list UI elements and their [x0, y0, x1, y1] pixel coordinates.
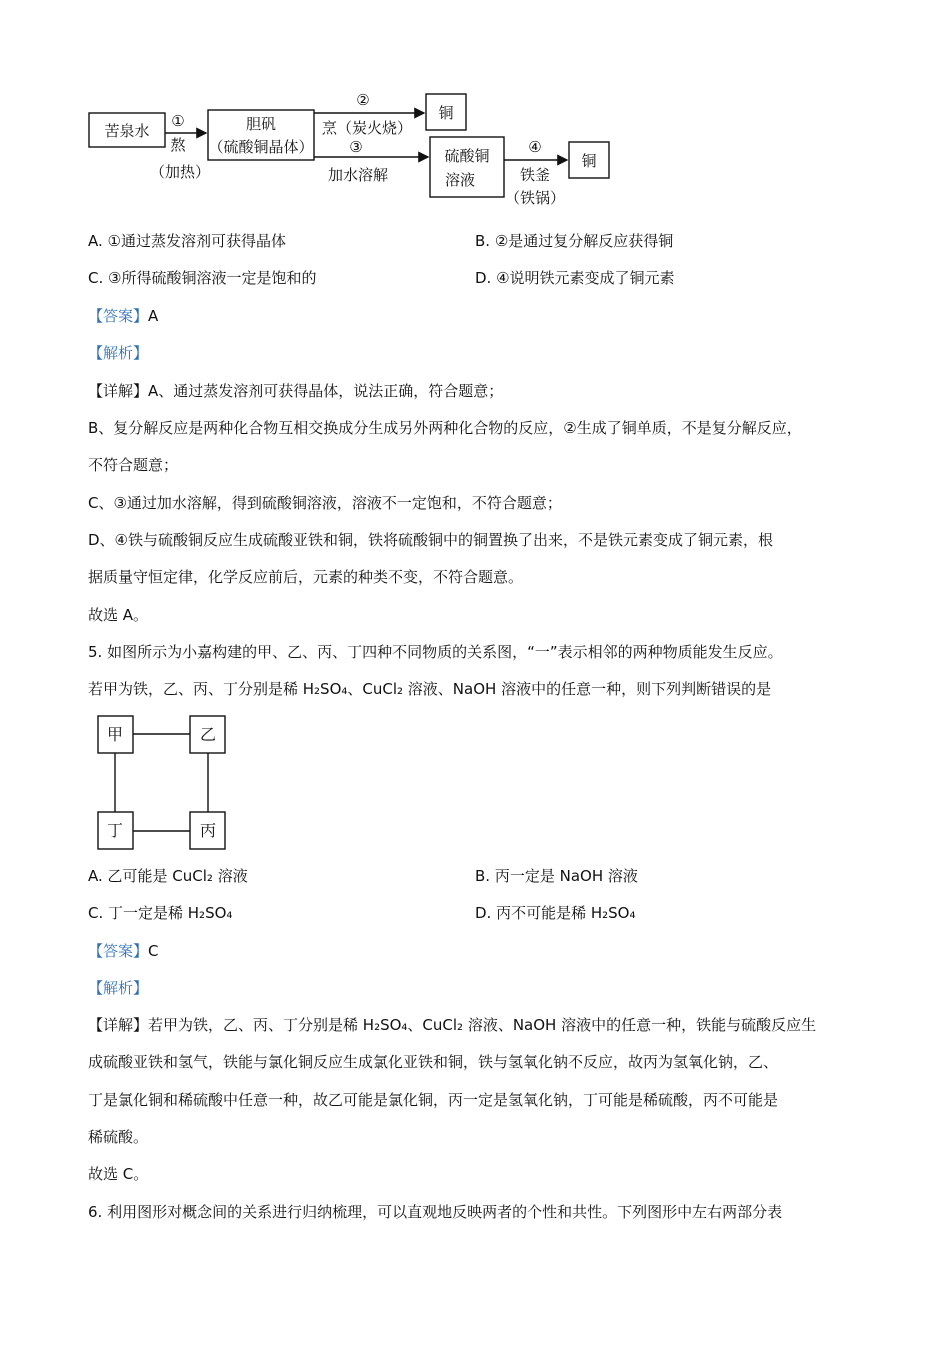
q5-explanation-4: 稀硫酸。 — [88, 1128, 149, 1146]
q5-analysis-tag: 【解析】 — [88, 979, 149, 997]
step1-label: 熬 — [170, 136, 186, 154]
q4-explanation-5: D、④铁与硫酸铜反应生成硫酸亚铁和铜，铁将硫酸铜中的铜置换了出来，不是铁元素变成了铜元素，根 — [88, 531, 774, 549]
box-jia-label: 甲 — [106, 725, 124, 744]
q5-option-b[interactable]: B. 丙一定是 NaOH 溶液 — [475, 867, 638, 885]
step4-label: 铁釜 — [519, 166, 551, 184]
q4-option-a[interactable]: A. ①通过蒸发溶剂可获得晶体 — [88, 232, 286, 250]
q4-conclusion: 故选 A。 — [88, 606, 149, 624]
q4-option-b[interactable]: B. ②是通过复分解反应获得铜 — [475, 232, 674, 250]
answer-value: C — [148, 942, 159, 960]
q4-option-d[interactable]: D. ④说明铁元素变成了铜元素 — [475, 269, 675, 287]
q4-option-c[interactable]: C. ③所得硫酸铜溶液一定是饱和的 — [88, 269, 317, 287]
box-kuquanshui-label: 苦泉水 — [104, 122, 150, 140]
box-cuso4-line1: 硫酸铜 — [444, 147, 490, 165]
q5-stem-line2: 若甲为铁，乙、丙、丁分别是稀 H₂SO₄、CuCl₂ 溶液、NaOH 溶液中的任意一种，则下列判断错误的是 — [88, 680, 772, 698]
detail-tag: 【详解】 — [88, 1016, 149, 1034]
q5-explanation-2: 成硫酸亚铁和氢气，铁能与氯化铜反应生成氯化亚铁和铜，铁与氢氧化钠不反应，故丙为氢氧化钠，乙、 — [88, 1053, 779, 1071]
box-ding-label: 丁 — [106, 821, 124, 840]
q4-explanation-3: 不符合题意； — [88, 456, 179, 474]
q5-explanation-3: 丁是氯化铜和稀硫酸中任意一种，故乙可能是氯化铜，丙一定是氢氧化钠，丁可能是稀硫酸，丙不可能是 — [88, 1091, 779, 1109]
q5-explanation-1 — [88, 1015, 816, 1035]
answer-tag: 【答案】 — [88, 307, 149, 325]
q4-explanation-2: B、复分解反应是两种化合物互相交换成分生成另外两种化合物的反应，②生成了铜单质，不是复分解反应， — [88, 419, 802, 437]
q4-analysis-tag: 【解析】 — [88, 344, 149, 362]
q5-option-a[interactable]: A. 乙可能是 CuCl₂ 溶液 — [88, 867, 248, 885]
process-flow-diagram — [80, 88, 640, 213]
detail-tag: 【详解】 — [88, 382, 149, 400]
q5-exp1-text: 若甲为铁，乙、丙、丁分别是稀 H₂SO₄、CuCl₂ 溶液、NaOH 溶液中的任意一种，铁能与硫酸反应生 — [148, 1016, 817, 1034]
q5-conclusion: 故选 C。 — [88, 1165, 149, 1183]
step2-number: ② — [356, 91, 370, 109]
box-danfan-line1: 胆矾 — [245, 115, 277, 133]
q5-option-c[interactable]: C. 丁一定是稀 H₂SO₄ — [88, 904, 233, 922]
step4-sublabel: （铁锅） — [504, 189, 566, 207]
q4-explanation-4: C、③通过加水溶解，得到硫酸铜溶液，溶液不一定饱和，不符合题意； — [88, 494, 562, 512]
q5-stem-line1: 5. 如图所示为小嘉构建的甲、乙、丙、丁四种不同物质的关系图，“一”表示相邻的两种物质能发生反应。 — [88, 643, 783, 661]
step3-number: ③ — [349, 138, 363, 156]
answer-tag: 【答案】 — [88, 942, 149, 960]
step1-number: ① — [171, 112, 185, 130]
box-danfan-line2: （硫酸铜晶体） — [208, 138, 314, 156]
box-copper-1-label: 铜 — [438, 104, 454, 122]
step4-number: ④ — [528, 138, 542, 156]
answer-value: A — [148, 307, 159, 325]
step3-label: 加水溶解 — [327, 166, 389, 184]
q6-stem-line1: 6. 利用图形对概念间的关系进行归纳梳理，可以直观地反映两者的个性和共性。下列图形中左右两部分表 — [88, 1203, 783, 1221]
q4-answer — [88, 306, 158, 326]
q4-explanation-6: 据质量守恒定律，化学反应前后，元素的种类不变，不符合题意。 — [88, 568, 524, 586]
q4-explanation-1 — [88, 381, 503, 401]
box-cuso4-line2: 溶液 — [444, 171, 476, 189]
q5-option-d[interactable]: D. 丙不可能是稀 H₂SO₄ — [475, 904, 636, 922]
step2-label: 烹（炭火烧） — [321, 119, 413, 137]
relation-square-diagram — [95, 712, 235, 852]
q5-answer — [88, 941, 159, 961]
box-copper-2-label: 铜 — [581, 152, 597, 170]
box-yi-label: 乙 — [199, 725, 217, 744]
q4-exp1-text: A、通过蒸发溶剂可获得晶体，说法正确，符合题意； — [148, 382, 504, 400]
step1-sublabel: （加热） — [149, 163, 211, 181]
box-bing-label: 丙 — [199, 821, 217, 840]
